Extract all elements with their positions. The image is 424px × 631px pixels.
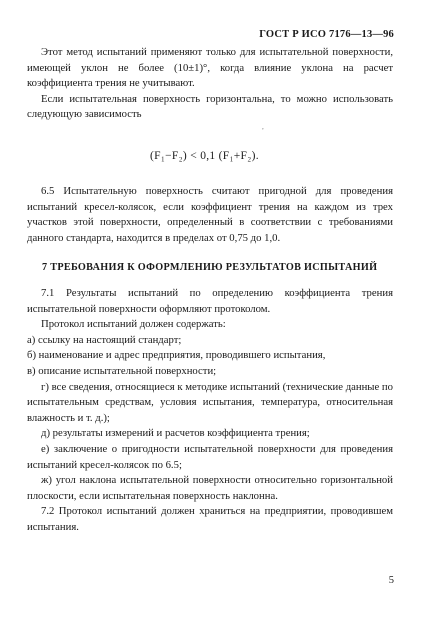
page-number: 5 — [388, 575, 394, 586]
clause-7-1: 7.1 Результаты испытаний по определению коэффициента трения испытательной поверхности оформляют протоколом. — [27, 287, 393, 315]
clause-7-2: 7.2 Протокол испытаний должен храниться на предприятии, проводившем испытания. — [27, 505, 393, 533]
intro-paragraph-1: Этот метод испытаний применяют только для испытательной поверхности, имеющей уклон не более (10±1)°, когда влияние уклона на расчет коэффициента трения не учитывают. — [27, 46, 393, 90]
list-item-a: а) ссылку на настоящий стандарт; — [27, 333, 182, 346]
list-item-v: в) описание испытательной поверхности; — [27, 364, 217, 377]
scan-mark: , — [262, 123, 264, 131]
intro-paragraph-2: Если испытательная поверхность горизонтальна, то можно использовать следующую зависимость — [27, 92, 393, 121]
clause-6-5-text: 6.5 Испытательную поверхность считают пригодной для проведения испытаний кресел-колясок, если коэффициент трения на каждом из трех участков этой поверхности, определенный в соответствии с требованиями данного стандарта, находится в пределах от 0,75 до 1,0. — [27, 185, 393, 244]
list-item-b: б) наименование и адрес предприятия, проводившего испытания, — [27, 349, 326, 362]
report-contents-intro: Протокол испытаний должен содержать: — [41, 318, 226, 331]
intro-block — [27, 45, 393, 123]
list-item-g: г) все сведения, относящиеся к методике испытаний (технические данные по испытательным средствам, условия испытания, температура, относительная влажность и т. д.); — [27, 380, 393, 424]
section-7-body — [27, 286, 393, 536]
friction-formula: (F₁−F₂) < 0,1 (F₁+F₂). — [150, 150, 259, 162]
list-item-zh: ж) угол наклона испытательной поверхности относительно горизонтальной плоскости, если испытательная поверхность наклонна. — [27, 474, 393, 502]
clause-6-5 — [27, 184, 393, 246]
list-item-e: е) заключение о пригодности испытательной поверхности для проведения испытаний кресел-колясок по 6.5; — [27, 442, 393, 471]
section-7-title: 7 ТРЕБОВАНИЯ К ОФОРМЛЕНИЮ РЕЗУЛЬТАТОВ ИСПЫТАНИЙ — [42, 262, 378, 273]
running-header: ГОСТ Р ИСО 7176—13—96 — [259, 29, 394, 40]
list-item-d: д) результаты измерений и расчетов коэффициента трения; — [41, 427, 310, 440]
